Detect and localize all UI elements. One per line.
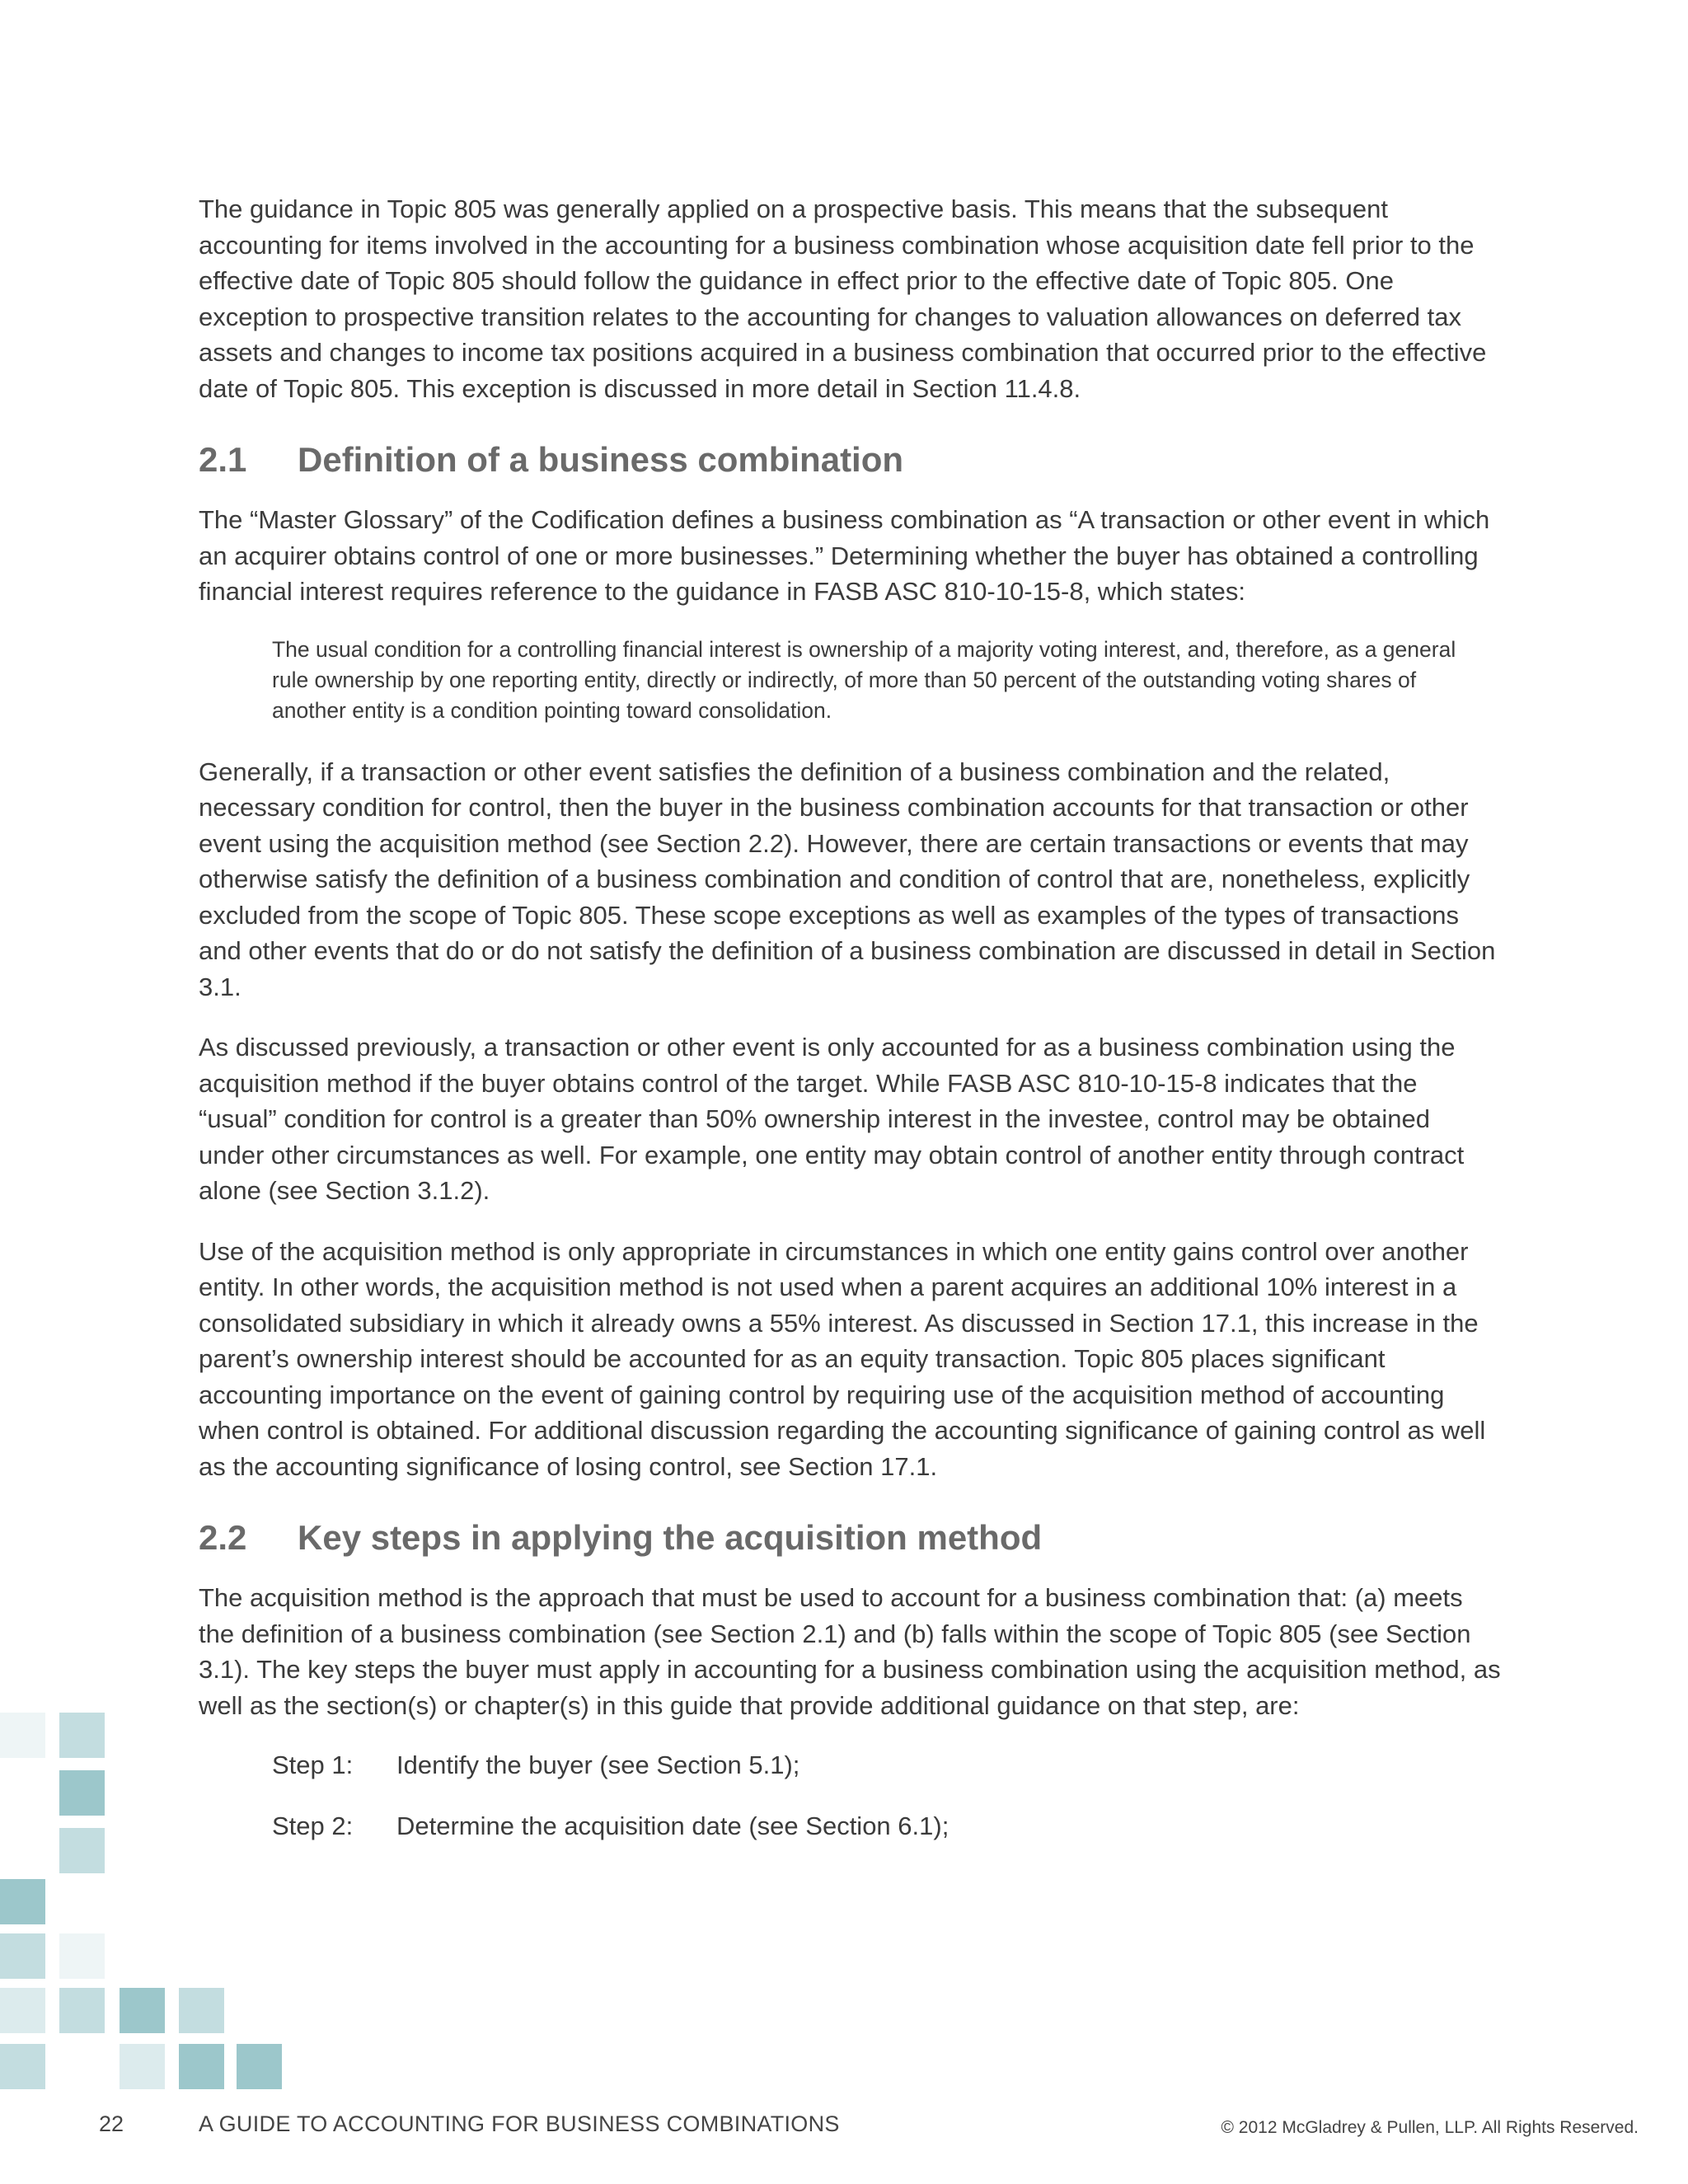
- step-text: Identify the buyer (see Section 5.1);: [396, 1750, 800, 1779]
- section-number: 2.2: [199, 1518, 247, 1557]
- paragraph: The acquisition method is the approach that must be used to account for a business combination that: (a) meets the definition of a business combination (see Section 2.1) and (b) falls within the scope of Topic 805 (see Section 3.1). The key steps the buyer must apply in accounting for a business combination using the acquisition method, as well as the section(s) or chapter(s) in this guide that provide additional guidance on that step, are:: [199, 1583, 1501, 1720]
- paragraph: Use of the acquisition method is only appropriate in circumstances in which one entity gains control over another entity. In other words, the acquisition method is not used when a parent acquires an additional 10% interest in a consolidated subsidiary in which it already owns a 55% interest. As discussed in Section 17.1, this increase in the parent’s ownership interest should be accounted for as an equity transaction. Topic 805 places significant accounting importance on the event of gaining control by requiring use of the acquisition method of accounting when control is obtained. For additional discussion regarding the accounting significance of gaining control as well as the accounting significance of losing control, see Section 17.1.: [199, 1236, 1486, 1481]
- page-footer: [0, 2111, 1688, 2144]
- section-heading-2-1: [199, 439, 1501, 480]
- page-number: 22: [99, 2111, 124, 2136]
- paragraph: Generally, if a transaction or other event satisfies the definition of a business combination and the related, necessary condition for control, then the buyer in the business combination accounts for that transaction or other event using the acquisition method (see Section 2.2). However, there are certain transactions or events that may otherwise satisfy the definition of a business combination and condition of control that are, nonetheless, explicitly excluded from the scope of Topic 805. These scope exceptions as well as examples of the types of transactions and other events that do or do not satisfy the definition of a business combination are discussed in detail in Section 3.1.: [199, 757, 1496, 1001]
- step-item: [272, 1748, 1501, 1783]
- section-title: Definition of a business combination: [298, 440, 904, 479]
- section-heading-2-2: [199, 1517, 1501, 1558]
- block-quote: The usual condition for a controlling financial interest is ownership of a majority voting interest, and, therefore, as a general rule ownership by one reporting entity, directly or indirectly, of more than 50 percent of the outstanding voting shares of another entity is a condition pointing toward consolidation.: [272, 636, 1456, 723]
- step-text: Determine the acquisition date (see Section 6.1);: [396, 1811, 950, 1840]
- intro-paragraph: The guidance in Topic 805 was generally applied on a prospective basis. This means that the subsequent accounting for items involved in the accounting for a business combination whose acquisition date fell prior to the effective date of Topic 805 should follow the guidance in effect prior to the effective date of Topic 805. One exception to prospective transition relates to the accounting for changes to valuation allowances on deferred tax assets and changes to income tax positions acquired in a business combination that occurred prior to the effective date of Topic 805. This exception is discussed in more detail in Section 11.4.8.: [199, 194, 1487, 403]
- section-title: Key steps in applying the acquisition method: [298, 1518, 1043, 1557]
- section-number: 2.1: [199, 440, 247, 479]
- copyright-notice: © 2012 McGladrey & Pullen, LLP. All Rights Reserved.: [1221, 2118, 1639, 2137]
- paragraph: The “Master Glossary” of the Codification defines a business combination as “A transaction or other event in which an acquirer obtains control of one or more businesses.” Determining whether the buyer has obtained a controlling financial interest requires reference to the guidance in FASB ASC 810-10-15-8, which states:: [199, 505, 1490, 606]
- page-body: [199, 191, 1501, 1870]
- step-item: [272, 1809, 1501, 1844]
- paragraph: As discussed previously, a transaction or other event is only accounted for as a business combination using the acquisition method if the buyer obtains control of the target. While FASB ASC 810-10-15-8 indicates that the “usual” condition for control is a greater than 50% ownership interest in the investee, control may be obtained under other circumstances as well. For example, one entity may obtain control of another entity through contract alone (see Section 3.1.2).: [199, 1033, 1465, 1205]
- step-label: Step 2:: [272, 1811, 354, 1840]
- step-label: Step 1:: [272, 1750, 354, 1779]
- footer-title: A GUIDE TO ACCOUNTING FOR BUSINESS COMBINATIONS: [199, 2111, 840, 2136]
